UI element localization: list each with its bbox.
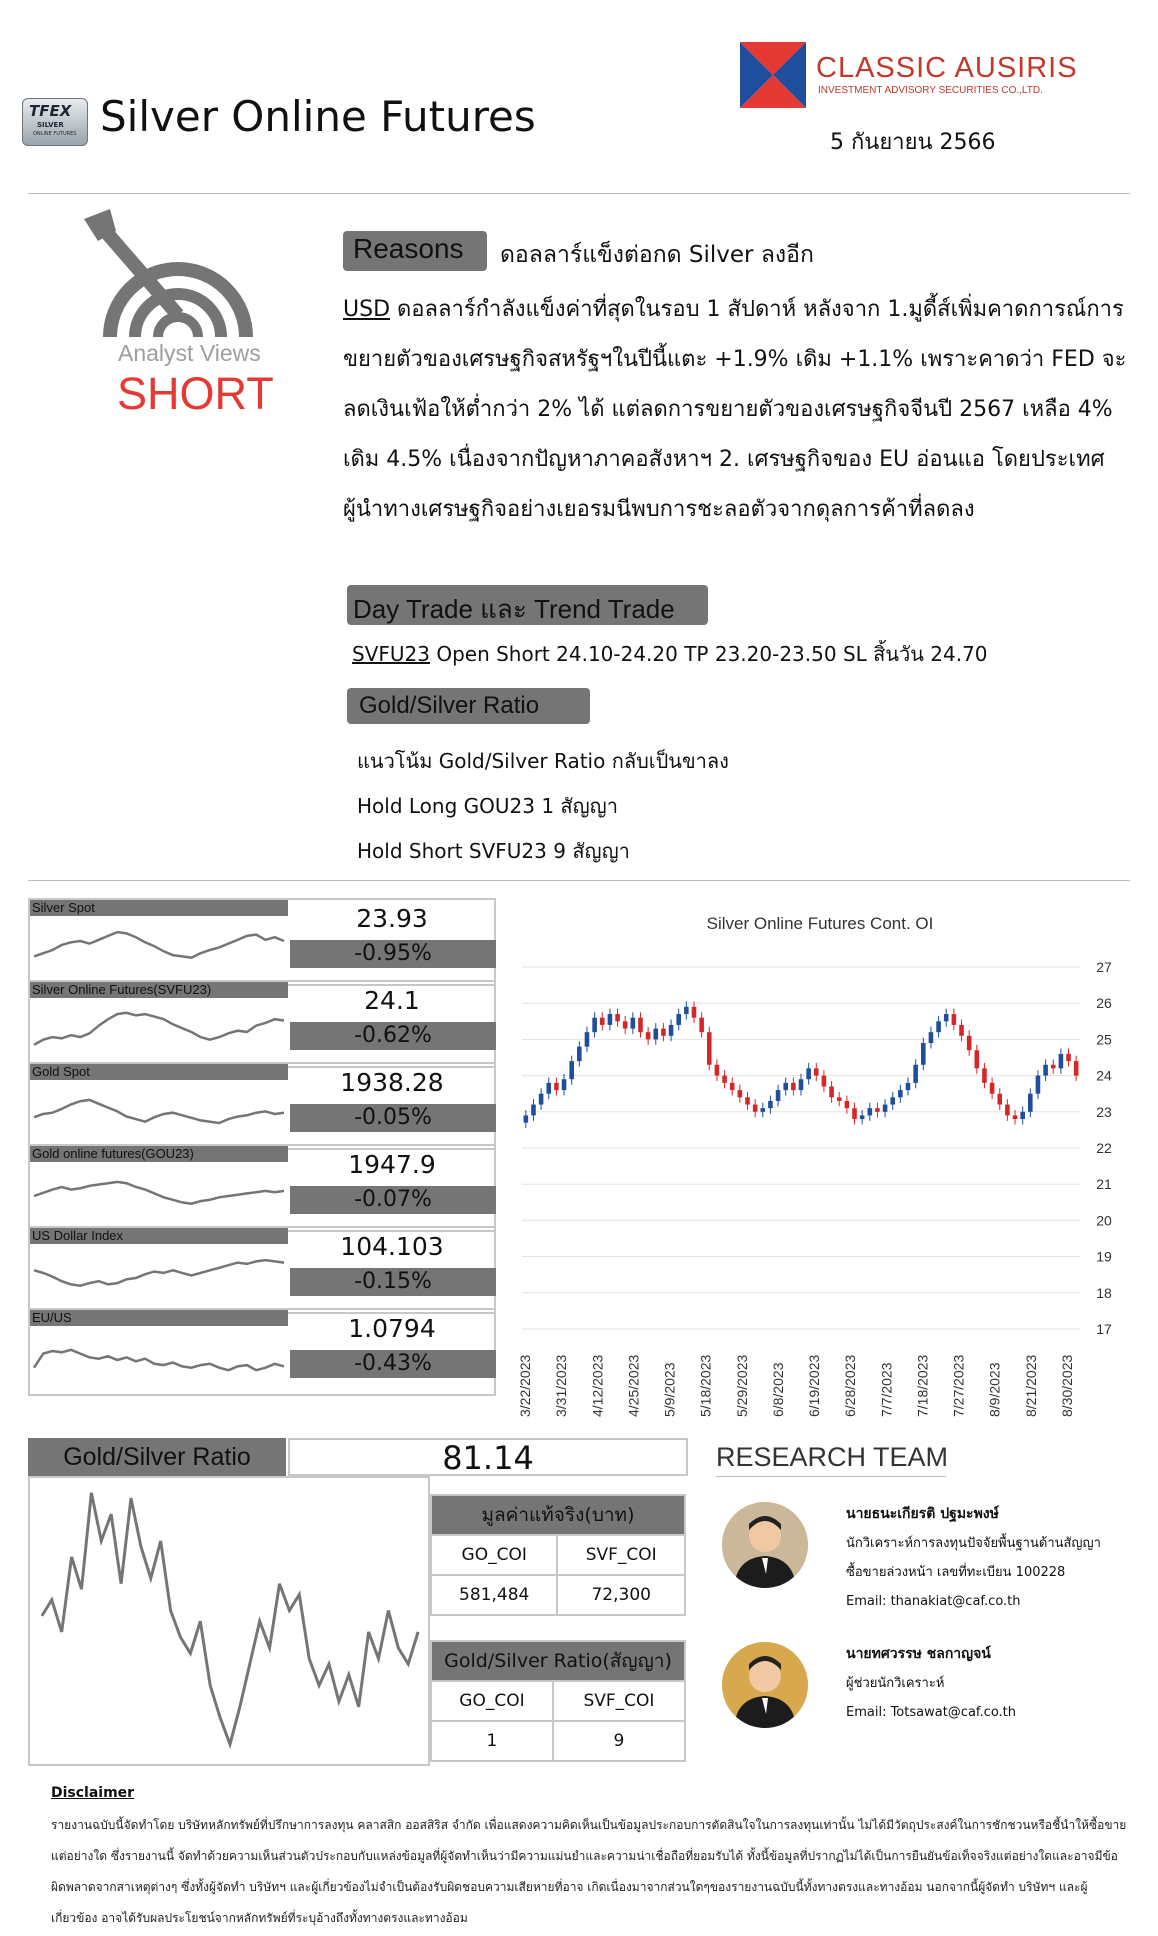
team-title-underline	[716, 1476, 946, 1477]
y-tick-label: 26	[1096, 995, 1112, 1012]
ticker-change: -0.07%	[290, 1186, 496, 1214]
ratio-line-trend: แนวโน้ม Gold/Silver Ratio กลับเป็นขาลง	[357, 749, 729, 773]
candle	[623, 1016, 628, 1034]
candle	[768, 1096, 773, 1114]
ticker-name: Silver Online Futures(SVFU23)	[30, 982, 288, 998]
ticker-name: Silver Spot	[30, 900, 288, 916]
ticker-change: -0.05%	[290, 1104, 496, 1132]
sparkline-path	[34, 1260, 284, 1286]
candle	[562, 1074, 567, 1096]
candle	[546, 1077, 551, 1099]
candle	[577, 1041, 582, 1066]
member-role: ผู้ช่วยนักวิเคราะห์	[846, 1676, 945, 1691]
candle	[676, 1009, 681, 1031]
x-tick-label: 8/21/2023	[1022, 1354, 1039, 1417]
x-tick-label: 7/18/2023	[914, 1354, 931, 1417]
candle	[936, 1016, 941, 1038]
x-tick-label: 8/9/2023	[986, 1362, 1003, 1417]
ratio-table	[430, 1640, 686, 1762]
candle	[952, 1009, 957, 1031]
member-name: นายธนะเกียรติ ปฐมะพงษ์	[846, 1506, 999, 1522]
avatar	[722, 1502, 808, 1588]
ticker-sparkline	[32, 1246, 286, 1310]
reasons-pill: Reasons	[343, 231, 487, 271]
y-tick-label: 22	[1096, 1140, 1112, 1156]
disclaimer-text: รายงานฉบับนี้จัดทำโดย บริษัทหลักทรัพย์ที่ปรึกษาการลงทุน คลาสสิก ออสสิริส จำกัด เพื่อแสดงความคิดเห็นเป็นข้อมูลประกอบการตัดสินใจในการลงทุนเท่านั้น ไม่ได้มีวัตถุประสงค์ในการชักชวนหรือชี้นำให้ซื้อขายแต่อย่างใด ซึ่งรายงานนี้ จัดทำด้วยความเห็นส่วนตัวประกอบกับแหล่งข้อมูลที่ผู้จัดทำเห็นว่ามีความแม่นยำและความน่าเชื่อถือที่ยอมรับได้ ทั้งนี้ข้อมูลที่ปรากฏไม่ได้เป็นการยืนยันข้อเท็จจริงแต่อย่างใดและอาจมีข้อผิดพลาดจากสาเหตุต่างๆ ซึ่งทั้งผู้จัดทำ บริษัทฯ และผู้เกี่ยวข้องไม่จำเป็นต้องรับผิดชอบความเสียหายที่อาจ เกิดเนื่องมาจากส่วนใดๆของรายงานฉบับนี้ทั้งทางตรงและทางอ้อม นอกจากนี้ผู้จัดทำ บริษัทฯ และผู้เกี่ยวข้อง อาจได้รับผลประโยชน์จากหลักทรัพย์ที่ระบุอ้างถึงทั้งทางตรงและทางอ้อม	[51, 1818, 1127, 1925]
ticker-eu-us	[28, 1308, 496, 1396]
candle	[585, 1027, 590, 1052]
candle	[944, 1009, 949, 1027]
y-tick-label: 21	[1096, 1176, 1112, 1193]
candle	[898, 1085, 903, 1103]
classic-ausiris-logo-icon	[740, 42, 806, 108]
candle	[531, 1099, 536, 1121]
candle	[554, 1077, 559, 1095]
candle	[1005, 1099, 1010, 1121]
ticker-change: -0.15%	[290, 1268, 496, 1296]
x-tick-label: 3/31/2023	[553, 1354, 570, 1417]
tfex-logo-line1: TFEX	[29, 102, 72, 120]
candle	[929, 1027, 934, 1049]
sparkline-path	[34, 1182, 284, 1204]
avatar	[722, 1642, 808, 1728]
candle	[631, 1012, 636, 1034]
ticker-silver-spot	[28, 898, 496, 986]
ticker-sparkline	[32, 1000, 286, 1064]
candle	[890, 1092, 895, 1110]
candle	[776, 1085, 781, 1107]
value-table-col: GO_COI	[431, 1535, 557, 1575]
candle	[722, 1070, 727, 1088]
candle	[692, 1001, 697, 1023]
x-tick-label: 5/29/2023	[733, 1354, 750, 1417]
candle	[845, 1096, 850, 1114]
ticker-change: -0.95%	[290, 940, 496, 968]
target-arrow-icon	[80, 205, 270, 345]
candle	[959, 1019, 964, 1041]
candle	[1051, 1059, 1056, 1073]
x-tick-label: 5/9/2023	[661, 1362, 678, 1417]
sparkline-path	[34, 1100, 284, 1123]
candle	[730, 1077, 735, 1095]
value-table-title: มูลค่าแท้จริง(บาท)	[431, 1495, 685, 1535]
x-tick-label: 6/28/2023	[842, 1354, 859, 1417]
trade-plan	[352, 638, 988, 670]
ratio-line	[42, 1493, 418, 1744]
ticker-silver-online-futures	[28, 980, 496, 1068]
candle	[569, 1056, 574, 1085]
tfex-logo-line2: SILVER	[37, 121, 64, 129]
candle	[837, 1092, 842, 1106]
candle	[753, 1099, 758, 1117]
reasons-body-lead: USD	[343, 297, 391, 322]
x-tick-label: 3/22/2023	[517, 1354, 533, 1417]
candle	[783, 1077, 788, 1095]
trade-pill: Day Trade และ Trend Trade	[347, 585, 708, 625]
candle	[524, 1110, 529, 1128]
section-divider	[28, 880, 1130, 881]
ticker-gold-online-futures	[28, 1144, 496, 1232]
candle	[661, 1023, 666, 1041]
value-table-cell: 72,300	[557, 1575, 685, 1615]
candle	[738, 1085, 743, 1103]
ticker-price: 24.1	[364, 986, 420, 1015]
x-tick-label: 5/18/2023	[697, 1354, 714, 1417]
sparkline-path	[34, 932, 284, 958]
candle	[539, 1088, 544, 1110]
ticker-name: EU/US	[30, 1310, 288, 1326]
chart-title: Silver Online Futures Cont. OI	[706, 914, 934, 933]
gold-silver-ratio-line-chart	[28, 1476, 430, 1766]
candle	[883, 1099, 888, 1117]
ratio-table-col: GO_COI	[431, 1681, 553, 1721]
reasons-headline: ดอลลาร์แข็งต่อกด Silver ลงอีก	[500, 242, 814, 268]
candle	[615, 1009, 620, 1027]
candle	[638, 1012, 643, 1037]
ratio-pill: Gold/Silver Ratio	[347, 688, 590, 724]
ratio-table-cell: 9	[553, 1721, 685, 1761]
candle	[1020, 1106, 1025, 1124]
candle	[1036, 1070, 1041, 1099]
candle	[814, 1063, 819, 1081]
candle	[906, 1077, 911, 1095]
candle	[997, 1088, 1002, 1110]
y-tick-label: 25	[1096, 1031, 1112, 1048]
x-tick-label: 4/25/2023	[625, 1354, 642, 1417]
x-tick-label: 8/30/2023	[1059, 1354, 1075, 1417]
trade-symbol: SVFU23	[352, 642, 430, 666]
ticker-name: Gold Spot	[30, 1064, 288, 1080]
x-tick-label: 7/27/2023	[950, 1354, 967, 1417]
candle	[707, 1027, 712, 1070]
ticker-name: Gold online futures(GOU23)	[30, 1146, 288, 1162]
member-name: นายทศวรรษ ชลกาญจน์	[846, 1646, 991, 1662]
analyst-call: SHORT	[117, 368, 274, 419]
value-table-col: SVF_COI	[557, 1535, 685, 1575]
candle	[600, 1012, 605, 1030]
member-email[interactable]: Email: thanakiat@caf.co.th	[846, 1594, 1021, 1609]
ticker-sparkline	[32, 1082, 286, 1146]
value-table	[430, 1494, 686, 1616]
report-date: 5 กันยายน 2566	[830, 130, 996, 155]
candle	[822, 1070, 827, 1092]
x-tick-label: 6/8/2023	[769, 1362, 786, 1417]
silver-oi-candlestick-chart	[510, 905, 1130, 1425]
ticker-price: 104.103	[340, 1232, 444, 1261]
reasons-body	[343, 285, 1133, 535]
ratio-table-col: SVF_COI	[553, 1681, 685, 1721]
candle	[653, 1023, 658, 1045]
candle	[1066, 1048, 1071, 1066]
candle	[913, 1059, 918, 1088]
candle	[1059, 1048, 1064, 1073]
candle	[967, 1030, 972, 1055]
candle	[852, 1103, 857, 1125]
candle	[646, 1027, 651, 1045]
x-tick-label: 7/7/2023	[878, 1362, 895, 1417]
candle	[1074, 1056, 1079, 1081]
brand-subtitle: INVESTMENT ADVISORY SECURITIES CO.,LTD.	[818, 85, 1043, 96]
ticker-sparkline	[32, 1164, 286, 1228]
page-title: Silver Online Futures	[100, 92, 536, 141]
candle	[982, 1063, 987, 1088]
ticker-change: -0.62%	[290, 1022, 496, 1050]
value-table-cell: 581,484	[431, 1575, 557, 1615]
candle	[1028, 1088, 1033, 1117]
ticker-sparkline	[32, 918, 286, 982]
candle	[806, 1063, 811, 1085]
trade-plan-text: Open Short 24.10-24.20 TP 23.20-23.50 SL สิ้นวัน 24.70	[429, 642, 988, 666]
ticker-name: US Dollar Index	[30, 1228, 288, 1244]
ratio-table-title: Gold/Silver Ratio(สัญญา)	[431, 1641, 685, 1681]
candle	[975, 1045, 980, 1074]
x-tick-label: 4/12/2023	[589, 1354, 606, 1417]
candle	[990, 1077, 995, 1099]
candle	[715, 1059, 720, 1081]
y-tick-label: 19	[1096, 1248, 1112, 1265]
disclaimer-title: Disclaimer	[51, 1785, 135, 1801]
ratio-line-short: Hold Short SVFU23 9 สัญญา	[357, 839, 630, 863]
candle	[921, 1038, 926, 1071]
candle	[608, 1009, 613, 1031]
ticker-us-dollar-index	[28, 1226, 496, 1314]
ratio-line-long: Hold Long GOU23 1 สัญญา	[357, 794, 618, 818]
ticker-gold-spot	[28, 1062, 496, 1150]
candle	[699, 1012, 704, 1037]
y-tick-label: 27	[1096, 959, 1112, 975]
header-divider	[28, 193, 1130, 194]
reasons-body-text: ดอลลาร์กำลังแข็งค่าที่สุดในรอบ 1 สัปดาห์ หลังจาก 1.มูดี้ส์เพิ่มคาดการณ์การขยายตัวของเศรษฐกิจสหรัฐฯในปีนี้แตะ +1.9% เดิม +1.1% เพราะคาดว่า FED จะลดเงินเฟ้อให้ต่ำกว่า 2% ได้ แต่ลดการขยายตัวของเศรษฐกิจจีนปี 2567 เหลือ 4% เดิม 4.5% เนื่องจากปัญหาภาคอสังหาฯ 2. เศรษฐกิจของ EU อ่อนแอ โดยประเทศผู้นำทางเศรษฐกิจอย่างเยอรมนีพบการชะลอตัวจากดุลการค้าที่ลดลง	[343, 297, 1127, 522]
candle	[799, 1074, 804, 1096]
tfex-logo-line3: ONLINE FUTURES	[33, 131, 77, 137]
member-role: นักวิเคราะห์การลงทุนปัจจัยพื้นฐานด้านสัญญา	[846, 1536, 1101, 1551]
candle	[684, 1001, 689, 1019]
analyst-views-label: Analyst Views	[118, 340, 261, 366]
y-tick-label: 18	[1096, 1284, 1112, 1301]
y-tick-label: 24	[1096, 1067, 1112, 1084]
candle	[829, 1081, 834, 1103]
gold-silver-ratio-label: Gold/Silver Ratio	[28, 1438, 286, 1476]
candle	[760, 1103, 765, 1117]
member-role-2: ซื้อขายล่วงหน้า เลขที่ทะเบียน 100228	[846, 1565, 1066, 1580]
ticker-sparkline	[32, 1328, 286, 1392]
team-member-2	[846, 1640, 1016, 1727]
team-member-1	[846, 1500, 1101, 1616]
ticker-price: 1.0794	[348, 1314, 436, 1343]
y-tick-label: 23	[1096, 1103, 1112, 1120]
gold-silver-ratio-value: 81.14	[288, 1438, 688, 1476]
candle	[791, 1077, 796, 1095]
sparkline-path	[34, 1013, 284, 1045]
candle	[592, 1012, 597, 1037]
candle	[745, 1092, 750, 1110]
ticker-price: 1947.9	[348, 1150, 436, 1179]
ratio-table-cell: 1	[431, 1721, 553, 1761]
candle	[1043, 1059, 1048, 1081]
candle	[875, 1103, 880, 1117]
ticker-price: 23.93	[356, 904, 428, 933]
sparkline-path	[34, 1350, 284, 1370]
candle	[669, 1019, 674, 1041]
y-tick-label: 17	[1096, 1321, 1112, 1337]
research-team-title: RESEARCH TEAM	[716, 1442, 949, 1472]
ticker-change: -0.43%	[290, 1350, 496, 1378]
brand-name: CLASSIC AUSIRIS	[816, 52, 1078, 84]
tfex-silver-logo	[22, 98, 88, 146]
ticker-price: 1938.28	[340, 1068, 444, 1097]
candle	[868, 1103, 873, 1121]
x-tick-label: 6/19/2023	[806, 1354, 823, 1417]
member-email[interactable]: Email: Totsawat@caf.co.th	[846, 1705, 1017, 1720]
y-tick-label: 20	[1096, 1212, 1112, 1229]
